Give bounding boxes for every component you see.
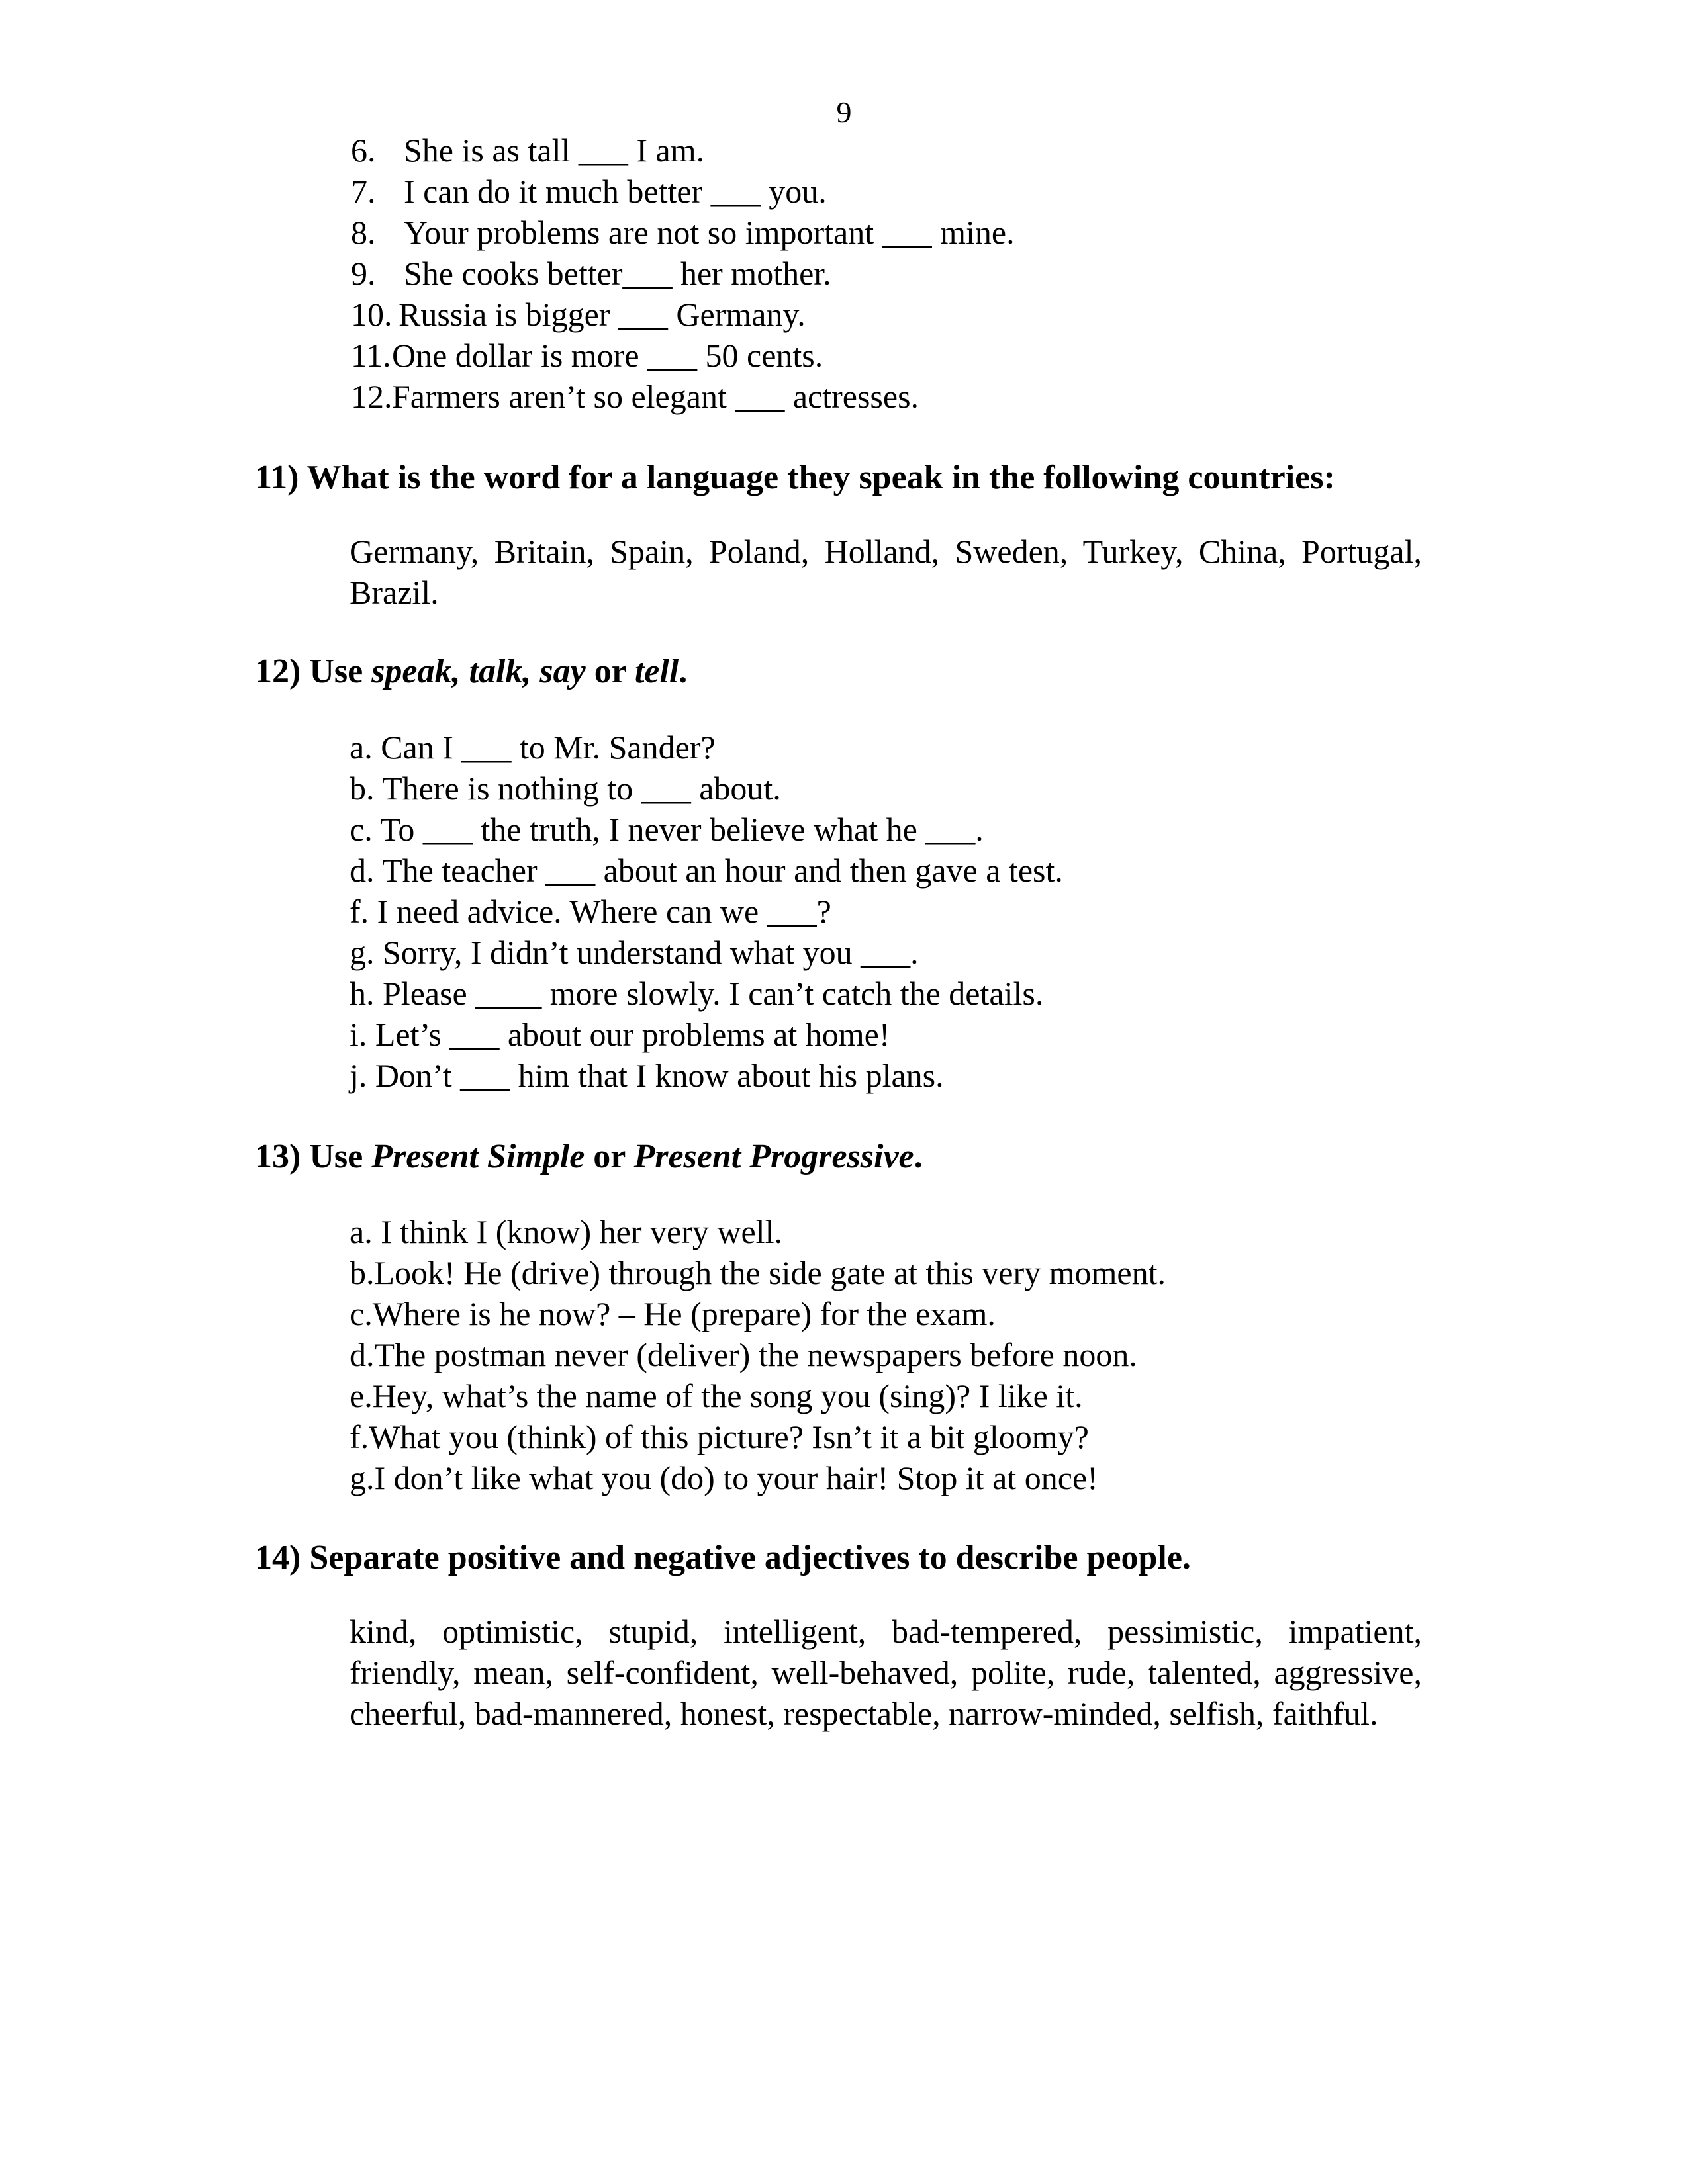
list-item: 7. I can do it much better ___ you. — [351, 173, 827, 210]
list-item: h. Please ____ more slowly. I can’t catch the details. — [350, 975, 1044, 1012]
list-item: d.The postman never (deliver) the newspapers before noon. — [350, 1336, 1137, 1373]
list-item: f.What you (think) of this picture? Isn’t it a bit gloomy? — [350, 1418, 1089, 1455]
exercise-14-heading: 14) Separate positive and negative adjectives to describe people. — [255, 1539, 1191, 1576]
list-item: f. I need advice. Where can we ___? — [350, 893, 831, 930]
list-item: c. To ___ the truth, I never believe what he ___. — [350, 811, 984, 848]
list-item: 6. She is as tall ___ I am. — [351, 132, 705, 169]
exercise-12-heading: 12) Use speak, talk, say or tell. — [255, 653, 688, 690]
list-item: b. There is nothing to ___ about. — [350, 770, 781, 807]
list-item: a. Can I ___ to Mr. Sander? — [350, 729, 716, 766]
list-item: j. Don’t ___ him that I know about his plans. — [350, 1057, 944, 1094]
exercise-14-adjectives: kind, optimistic, stupid, intelligent, bad-tempered, pessimistic, impatient, friendly, mean, self-confident, well-behaved, polite, rude, talented, aggressive, cheerful, bad-mannered, honest, respectable, narrow-minded, selfish, faithful. — [350, 1613, 1422, 1732]
list-item: g.I don’t like what you (do) to your hair! Stop it at once! — [350, 1459, 1098, 1496]
list-item: a. I think I (know) her very well. — [350, 1213, 782, 1250]
list-item: 11.One dollar is more ___ 50 cents. — [351, 337, 823, 374]
list-item: i. Let’s ___ about our problems at home! — [350, 1016, 890, 1053]
list-item: c.Where is he now? – He (prepare) for the exam. — [350, 1295, 996, 1332]
list-item: 9. She cooks better___ her mother. — [351, 255, 831, 292]
list-item: 10. Russia is bigger ___ Germany. — [351, 296, 806, 333]
list-item: g. Sorry, I didn’t understand what you ___. — [350, 934, 919, 971]
list-item: e.Hey, what’s the name of the song you (sing)? I like it. — [350, 1377, 1083, 1414]
list-item: b.Look! He (drive) through the side gate at this very moment. — [350, 1254, 1166, 1291]
list-item: 8. Your problems are not so important ___ mine. — [351, 214, 1015, 251]
exercise-13-heading: 13) Use Present Simple or Present Progressive. — [255, 1138, 923, 1175]
list-item: 12.Farmers aren’t so elegant ___ actresses. — [351, 378, 919, 415]
exercise-11-countries: Germany, Britain, Spain, Poland, Holland, Sweden, Turkey, China, Portugal, Brazil. — [350, 533, 1422, 611]
list-item: d. The teacher ___ about an hour and then gave a test. — [350, 852, 1063, 889]
page-number: 9 — [836, 95, 852, 129]
exercise-11-heading: 11) What is the word for a language they speak in the following countries: — [255, 459, 1335, 496]
